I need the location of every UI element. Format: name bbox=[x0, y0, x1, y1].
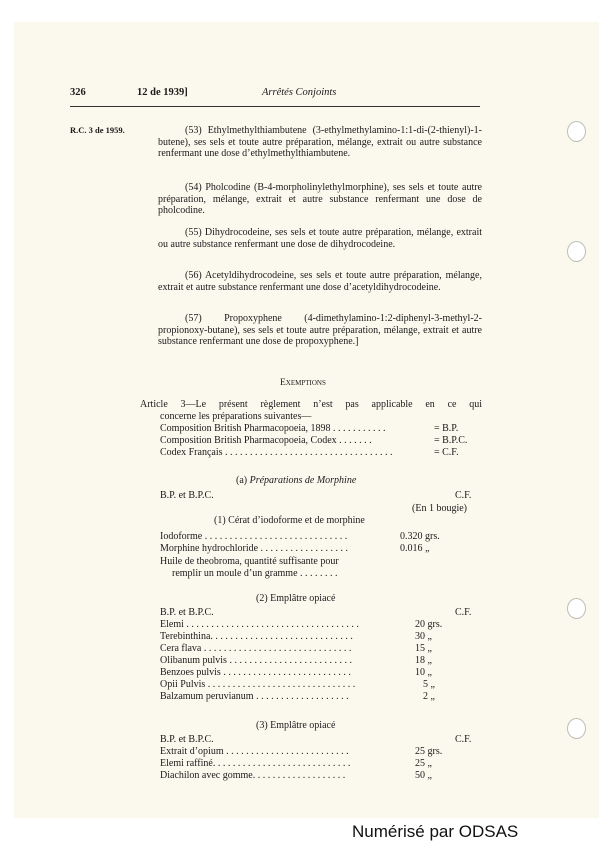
ingredient-name: Opii Pulvis . . . . . . . . . . . . . . . . . . . . . . . . . . . . . . bbox=[160, 679, 356, 690]
column-header-right: C.F. bbox=[455, 607, 472, 618]
unit-note: (En 1 bougie) bbox=[412, 503, 467, 514]
ingredient-name: Olibanum pulvis . . . . . . . . . . . . . . . . . . . . . . . . . bbox=[160, 655, 352, 666]
ingredient-name: Extrait d’opium . . . . . . . . . . . . . . . . . . . . . . . . . bbox=[160, 746, 349, 757]
ingredient-name: Diachilon avec gomme. . . . . . . . . . . . . . . . . . . bbox=[160, 770, 346, 781]
ingredient-name: Balzamum peruvianum . . . . . . . . . . . . . . . . . . . bbox=[160, 691, 349, 702]
ingredient-quantity: 50 „ bbox=[415, 770, 432, 781]
prep-1-title: (1) Cérat d’iodoforme et de morphine bbox=[214, 515, 365, 526]
ingredient-quantity: 25 grs. bbox=[415, 746, 443, 757]
prep-1-note: Huile de theobroma, quantité suffisante pour bbox=[160, 556, 339, 567]
ingredient-row bbox=[160, 746, 482, 758]
binder-hole-icon bbox=[567, 598, 586, 619]
abbreviation-text: Codex Français . . . . . . . . . . . . . . . . . . . . . . . . . . . . . . . . . . bbox=[160, 447, 393, 458]
exemptions-heading: Exemptions bbox=[280, 378, 326, 388]
ingredient-row bbox=[160, 655, 482, 667]
paragraph-53: (53) Ethylmethylthiambutene (3-ethylmethylamino-1:1-di-(2-thienyl)-1-butene), ses sels et toute autre préparation, mélange, extrait ou autre substance renfermant une dose d’ethylmethylthiambutene. bbox=[158, 125, 482, 160]
ingredient-name: Elemi . . . . . . . . . . . . . . . . . . . . . . . . . . . . . . . . . . . bbox=[160, 619, 359, 630]
ingredient-quantity: 30 „ bbox=[415, 631, 432, 642]
ingredient-row bbox=[160, 619, 482, 631]
column-header-left: B.P. et B.P.C. bbox=[160, 734, 214, 745]
paragraph-57: (57) Propoxyphene (4-dimethylamino-1:2-diphenyl-3-methyl-2-propionoxy-butane), ses sels et toute autre préparation, mélange, extrait et autre substance renfermant une dose de propoxyphene.] bbox=[158, 313, 482, 348]
prep-3-title: (3) Emplâtre opiacé bbox=[256, 720, 336, 731]
abbreviation-text: Composition British Pharmacopoeia, Codex . . . . . . . bbox=[160, 435, 372, 446]
abbreviation-row bbox=[160, 423, 482, 435]
article-3 bbox=[140, 399, 482, 422]
binder-hole-icon bbox=[567, 241, 586, 262]
paragraph-56: (56) Acetyldihydrocodeine, ses sels et toute autre préparation, mélange, extrait et autre substance renfermant une dose d’acetyldihydrocodeine. bbox=[158, 270, 482, 293]
paragraph-55: (55) Dihydrocodeine, ses sels et toute autre préparation, mélange, extrait ou autre substance renfermant une dose de dihydrocodeine. bbox=[158, 227, 482, 250]
abbreviation-code: = B.P.C. bbox=[434, 435, 468, 446]
ingredient-quantity: 0.320 grs. bbox=[400, 531, 440, 542]
margin-note: R.C. 3 de 1959. bbox=[70, 125, 125, 135]
ingredient-quantity: 15 „ bbox=[415, 643, 432, 654]
ingredient-quantity: 2 „ bbox=[423, 691, 435, 702]
ingredient-quantity: 0.016 „ bbox=[400, 543, 430, 554]
page-number: 326 bbox=[70, 87, 86, 98]
ingredient-row bbox=[160, 643, 482, 655]
ingredient-quantity: 5 „ bbox=[423, 679, 435, 690]
abbreviation-row bbox=[160, 435, 482, 447]
column-header-right: C.F. bbox=[455, 490, 472, 501]
ingredient-name: Benzoes pulvis . . . . . . . . . . . . . . . . . . . . . . . . . . bbox=[160, 667, 351, 678]
column-header-left: B.P. et B.P.C. bbox=[160, 607, 214, 618]
ingredient-row bbox=[160, 691, 482, 703]
prep-1-note: remplir un moule d’un gramme . . . . . . . . bbox=[172, 568, 338, 579]
abbreviation-row bbox=[160, 447, 482, 459]
abbreviation-text: Composition British Pharmacopoeia, 1898 . . . . . . . . . . . bbox=[160, 423, 386, 434]
binder-hole-icon bbox=[567, 121, 586, 142]
section-a-heading bbox=[236, 475, 356, 486]
ingredient-row bbox=[160, 758, 482, 770]
ingredient-row bbox=[160, 631, 482, 643]
ingredient-name: Elemi raffiné. . . . . . . . . . . . . . . . . . . . . . . . . . . . bbox=[160, 758, 351, 769]
running-title: Arrêtés Conjoints bbox=[262, 87, 337, 98]
binder-hole-icon bbox=[567, 718, 586, 739]
ingredient-quantity: 10 „ bbox=[415, 667, 432, 678]
column-header-left: B.P. et B.P.C. bbox=[160, 490, 214, 501]
section-a-prefix: (a) bbox=[236, 475, 248, 486]
ingredient-quantity: 18 „ bbox=[415, 655, 432, 666]
article-line-2: concerne les préparations suivantes— bbox=[160, 410, 312, 422]
ingredient-quantity: 20 grs. bbox=[415, 619, 443, 630]
ingredient-name: Terebinthina. . . . . . . . . . . . . . . . . . . . . . . . . . . . . bbox=[160, 631, 353, 642]
ingredient-row bbox=[160, 531, 482, 543]
ingredient-row bbox=[160, 667, 482, 679]
ingredient-name: Iodoforme . . . . . . . . . . . . . . . . . . . . . . . . . . . . . bbox=[160, 531, 348, 542]
ingredient-name: Cera flava . . . . . . . . . . . . . . . . . . . . . . . . . . . . . . bbox=[160, 643, 352, 654]
paragraph-54: (54) Pholcodine (B-4-morpholinylethylmorphine), ses sels et toute autre préparation, mélange, extrait et autre substance renfermant une dose de pholcodine. bbox=[158, 182, 482, 217]
abbreviation-code: = C.F. bbox=[434, 447, 459, 458]
ingredient-name: Morphine hydrochloride . . . . . . . . . . . . . . . . . . bbox=[160, 543, 349, 554]
ingredient-row bbox=[160, 679, 482, 691]
column-header-right: C.F. bbox=[455, 734, 472, 745]
ingredient-row bbox=[160, 770, 482, 782]
prep-2-title: (2) Emplâtre opiacé bbox=[256, 593, 336, 604]
header-rule bbox=[70, 106, 480, 107]
ingredient-quantity: 25 „ bbox=[415, 758, 432, 769]
abbreviation-code: = B.P. bbox=[434, 423, 459, 434]
section-a-title: Préparations de Morphine bbox=[249, 475, 357, 486]
ingredient-row bbox=[160, 543, 482, 555]
article-line-1: Article 3—Le présent règlement n’est pas applicable en ce qui bbox=[140, 399, 482, 410]
digitization-credit: Numérisé par ODSAS bbox=[352, 822, 519, 841]
header-date: 12 de 1939] bbox=[137, 87, 188, 98]
